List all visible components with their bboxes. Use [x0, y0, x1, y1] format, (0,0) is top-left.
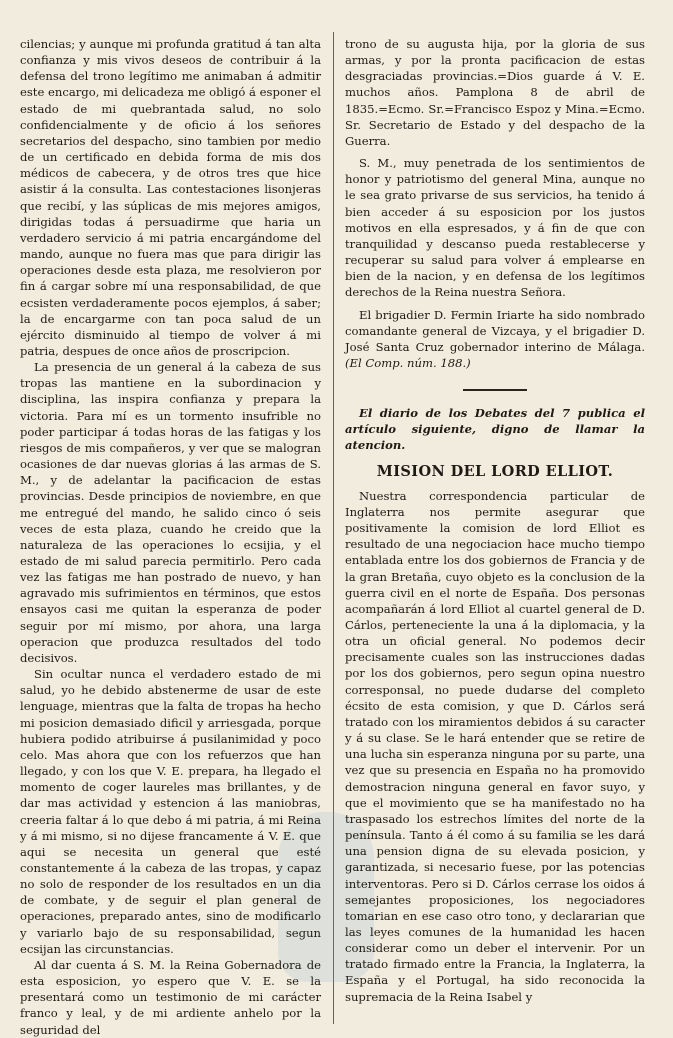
paragraph: Al dar cuenta á S. M. la Reina Gobernadora de esta esposicion, yo espero que V. E. se la presentará como un testimonio de mi carácter franco y leal, y de mi ardiente anhelo por la seguridad del	[20, 957, 321, 1037]
source-citation: (El Comp. núm. 188.)	[345, 355, 471, 370]
column-divider	[333, 32, 334, 1024]
section-separator	[463, 389, 527, 391]
paragraph	[345, 307, 645, 372]
paragraph: trono de su augusta hija, por la gloria de sus armas, y por la pronta pacificacion de estas desgraciadas provincias.=Dios guarde á V. E. muchos años. Pamplona 8 de abril de 1835.=Ecmo. Sr.=Francisco Espoz y Mina.=Ecmo. Sr. Secretario de Estado y del despacho de la Guerra.	[345, 37, 645, 148]
paragraph: S. M., muy penetrada de los sentimientos de honor y patriotismo del general Mina, aunque no le sea grato privarse de sus servicios, ha tenido á bien acceder á su esposicion por los justos motivos en ella espresados, y á fin de que con tranquilidad y descanso pueda restablecerse y recuperar su salud para volver á emplearse en bien de la nacion, y en defensa de los legítimos derechos de la Reina nuestra Señora.	[345, 156, 645, 300]
article-heading: MISION DEL LORD ELLIOT.	[376, 462, 614, 480]
left-column	[20, 36, 321, 1038]
news-item-text: El brigadier D. Fermin Iriarte ha sido nombrado comandante general de Vizcaya, y el brigadier D. José Santa Cruz gobernador interino de Málaga.	[345, 307, 645, 354]
paragraph: Sin ocultar nunca el verdadero estado de mi salud, yo he debido abstenerme de usar de este lenguage, mientras que la falta de tropas ha hecho mi posicion demasiado dificil y arriesgada, porque hubiera podido atribuirse á pusilanimidad y poco celo. Mas ahora que con los refuerzos que han llegado, y con los que V. E. prepara, ha llegado el momento de coger laureles mas brillantes, y de dar mas actividad y estencion á las maniobras, creeria faltar á lo que debo á mi patria, á mi Reina y á mi mismo, si no dijese francamente á V. E. que aqui se necesita un general que esté constantemente á la cabeza de las tropas, y capaz no solo de responder de los resultados en un dia de combate, y de seguir el plan general de operaciones, preparado antes, sino de modificarlo y variarlo bajo de su responsabilidad, segun ecsijan las circunstancias.	[20, 667, 321, 956]
paragraph: La presencia de un general á la cabeza de sus tropas las mantiene en la subordinacion y disciplina, las inspira confianza y prepara la victoria. Para mí es un tormento insufrible no poder participar á todas horas de las fatigas y los riesgos de mis compañeros, y ver que se malogran ocasiones de dar nuevas glorias á las armas de S. M., y de adelantar la pacificacion de estas provincias. Desde principios de noviembre, en que me entregué del mando, he salido cinco ó seis veces de esta plaza, cuando he creido que la naturaleza de las operaciones lo ecsijia, y el estado de mi salud parecia permitirlo. Pero cada vez las fatigas me han postrado de nuevo, y han agravado mis sufrimientos en términos, que estos ensayos casi me quitan la esperanza de poder seguir por mí mismo, por ahora, una larga operacion que produzca resultados del todo decisivos.	[20, 360, 321, 665]
right-column	[345, 36, 645, 1005]
article-intro: El diario de los Debates del 7 publica el artículo siguiente, digno de llamar la atencion.	[345, 406, 645, 453]
paragraph: Nuestra correspondencia particular de Inglaterra nos permite asegurar que positivamente la comision de lord Elliot es resultado de una negociacion hace mucho tiempo entablada entre los dos gobiernos de Francia y de la gran Bretaña, cuyo objeto es la conclusion de la guerra civil en el norte de España. Dos personas acompañarán á lord Elliot al cuartel general de D. Cárlos, perteneciente la una á la diplomacia, y la otra un oficial general. No podemos decir precisamente cuales son las instrucciones dadas por los dos gobiernos, pero segun opina nuestro corresponsal, no puede dudarse del completo écsito de esta comision, y que D. Cárlos será tratado con los miramientos debidos á su caracter y á su clase. Se le hará entender que se retire de una lucha sin esperanza ninguna por su parte, una vez que su presencia en España no ha promovido demostracion ninguna general en favor suyo, y que el movimiento que se ha manifestado no ha traspasado los estrechos límites del norte de la península. Tanto á él como á su familia se les dará una pension digna de su elevada posicion, y garantizada, si necesario fuese, por las potencias interventoras. Pero si D. Cárlos cerrase los oidos á semejantes proposiciones, los negociadores tomarian en ese caso otro tono, y declararian que las leyes comunes de la humanidad les hacen considerar como un deber el intervenir. Por un tratado firmado entre la Francia, la Inglaterra, la España y el Portugal, ha sido reconocida la supremacia de la Reina Isabel y	[345, 488, 645, 1004]
paragraph: cilencias; y aunque mi profunda gratitud á tan alta confianza y mis vivos deseos de contribuir á la defensa del trono legítimo me animaban á admitir este encargo, mi delicadeza me obligó á esponer el estado de mi quebrantada salud, no solo confidencialmente y de oficio á los señores secretarios del despacho, sino tambien por medio de un certificado en debida forma de mis dos médicos de cabecera, y de otros tres que hice asistir á la consulta. Las contestaciones lisonjeras que recibí, y las súplicas de mis mejores amigos, dirigidas todas á persuadirme que haria un verdadero servicio á mi patria encargándome del mando, aunque no fuera mas que para dirigir las operaciones desde esta plaza, me resolvieron por fin á cargar sobre mí una responsabilidad, de que ecsisten verdaderamente pocos ejemplos, á saber; la de encargarme con tan poca salud de un ejército disminuido al tiempo de volver á mi patria, despues de once años de proscripcion.	[20, 37, 321, 358]
